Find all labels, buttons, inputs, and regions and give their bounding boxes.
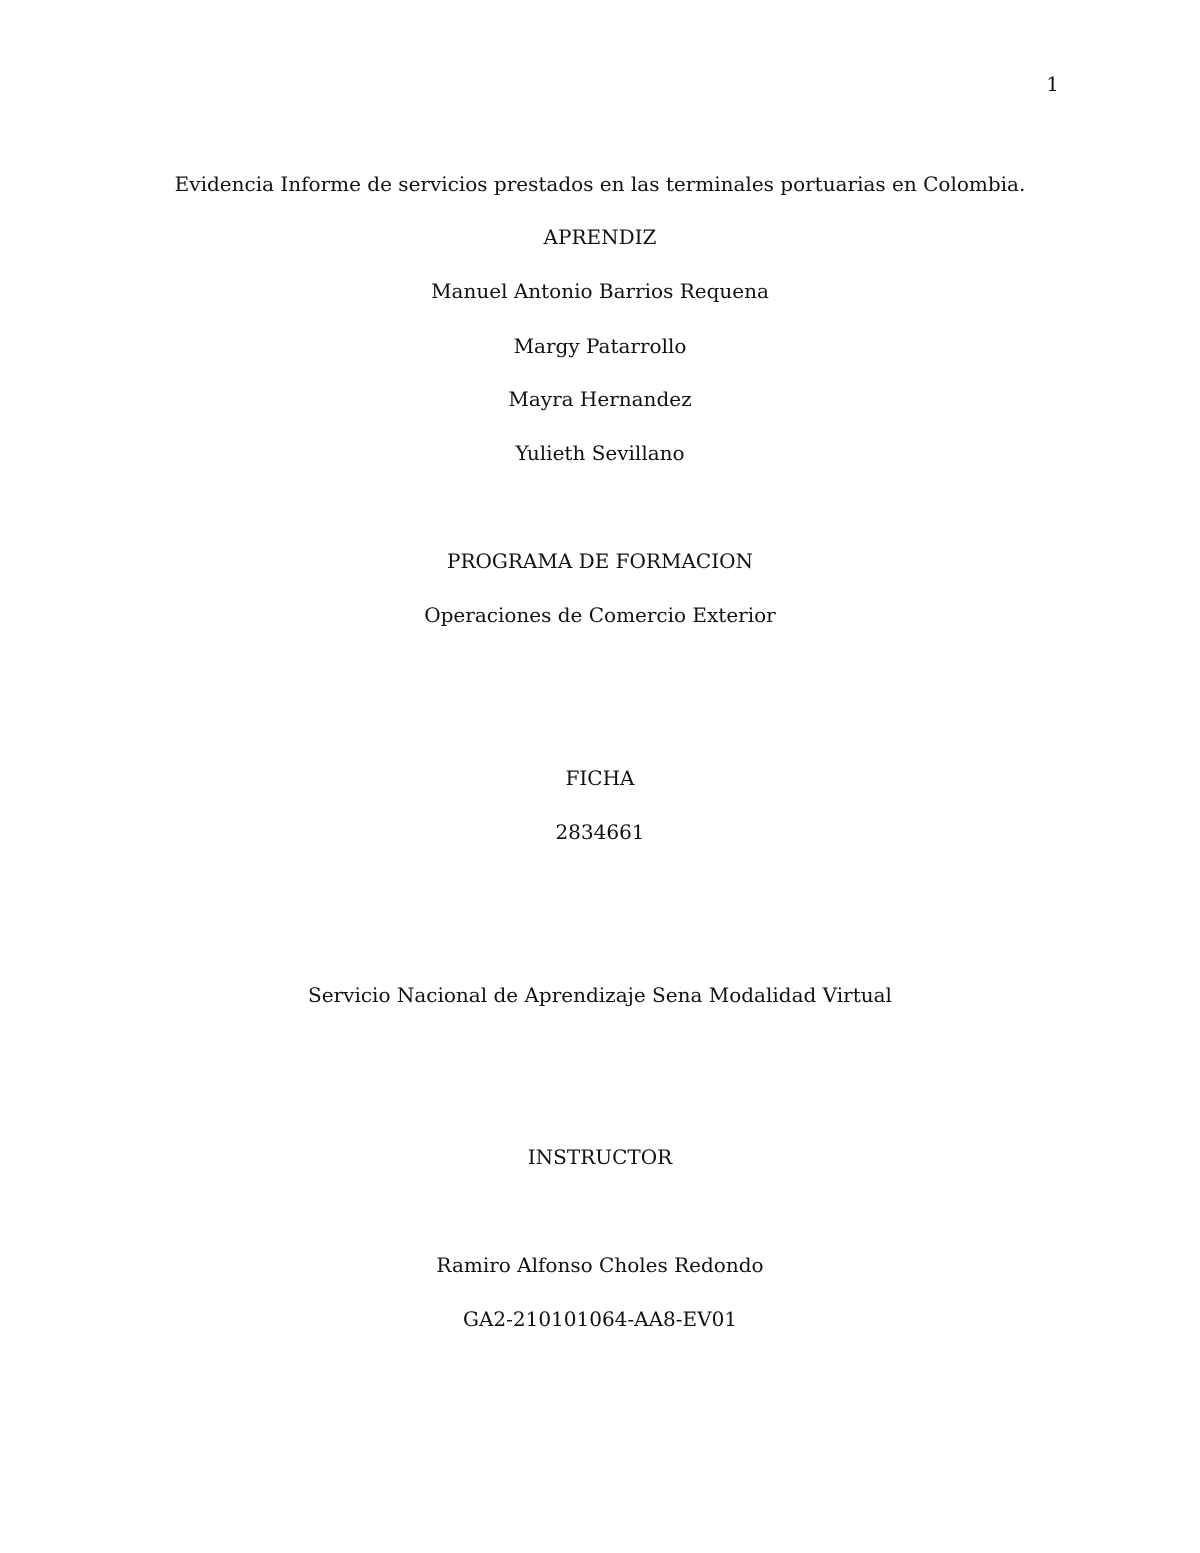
evidence-code: GA2-210101064-AA8-EV01 [462, 1307, 738, 1331]
instructor-label: INSTRUCTOR [527, 1145, 673, 1169]
programa-label: PROGRAMA DE FORMACION [446, 549, 753, 573]
programa-name: Operaciones de Comercio Exterior [424, 603, 776, 627]
aprendiz-name: Mayra Hernandez [508, 387, 692, 411]
aprendiz-name: Yulieth Sevillano [515, 441, 685, 465]
aprendiz-label: APRENDIZ [543, 225, 657, 249]
document-title: Evidencia Informe de servicios prestados en las terminales portuarias en Colombia. [174, 172, 1026, 196]
page-number: 1 [1046, 72, 1059, 96]
aprendiz-name: Manuel Antonio Barrios Requena [431, 279, 769, 303]
ficha-label: FICHA [565, 766, 635, 790]
institution-name: Servicio Nacional de Aprendizaje Sena Modalidad Virtual [308, 983, 892, 1007]
aprendiz-name: Margy Patarrollo [513, 334, 687, 358]
ficha-number: 2834661 [555, 820, 645, 844]
instructor-name: Ramiro Alfonso Choles Redondo [436, 1253, 764, 1277]
